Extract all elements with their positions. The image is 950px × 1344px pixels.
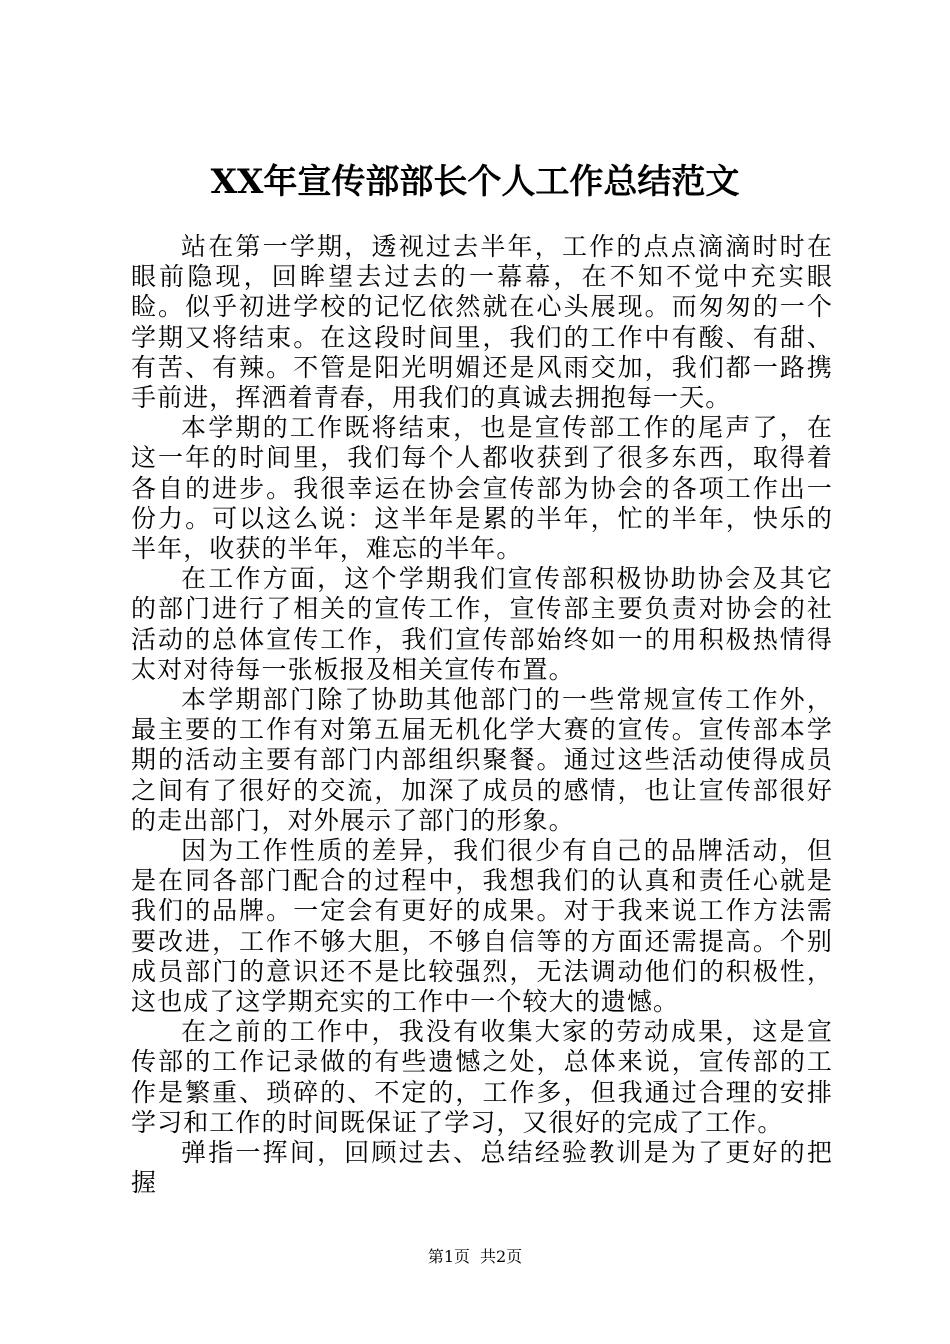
paragraph-6: 在之前的工作中，我没有收集大家的劳动成果，这是宣传部的工作记录做的有些遗憾之处，总体来说，宣传部的工作是繁重、琐碎的、不定的，工作多，但我通过合理的安排学习和工作的时间既保证了学习，又很好的完成了工作。 [131,1017,833,1137]
paragraph-5: 因为工作性质的差异，我们很少有自己的品牌活动，但是在同各部门配合的过程中，我想我们的认真和责任心就是我们的品牌。一定会有更好的成果。对于我来说工作方法需要改进，工作不够大胆，不够自信等的方面还需提高。个别成员部门的意识还不是比较强烈，无法调动他们的积极性，这也成了这学期充实的工作中一个较大的遗憾。 [131,836,833,1017]
paragraph-2: 本学期的工作既将结束，也是宣传部工作的尾声了，在这一年的时间里，我们每个人都收获到了很多东西，取得着各自的进步。我很幸运在协会宣传部为协会的各项工作出一份力。可以这么说：这半年是累的半年，忙的半年，快乐的半年，收获的半年，难忘的半年。 [131,413,833,564]
paragraph-3: 在工作方面，这个学期我们宣传部积极协助协会及其它的部门进行了相关的宣传工作，宣传部主要负责对协会的社活动的总体宣传工作，我们宣传部始终如一的用积极热情得太对对待每一张板报及相关宣传布置。 [131,564,833,684]
page-total: 共2页 [480,1247,523,1266]
document-title: XX年宣传部部长个人工作总结范文 [210,162,740,202]
page-footer [0,1246,950,1268]
paragraph-4: 本学期部门除了协助其他部门的一些常规宣传工作外，最主要的工作有对第五届无机化学大赛的宣传。宣传部本学期的活动主要有部门内部组织聚餐。通过这些活动使得成员之间有了很好的交流，加深了成员的感情，也让宣传部很好的走出部门，对外展示了部门的形象。 [131,685,833,835]
paragraph-1: 站在第一学期，透视过去半年，工作的点点滴滴时时在眼前隐现，回眸望去过去的一幕幕，在不知不觉中充实眼睑。似乎初进学校的记忆依然就在心头展现。而匆匆的一个学期又将结束。在这段时间里，我们的工作中有酸、有甜、有苦、有辣。不管是阳光明媚还是风雨交加，我们都一路携手前进，挥洒着青春，用我们的真诚去拥抱每一天。 [131,232,833,413]
document-body [131,232,833,1199]
paragraph-7: 弹指一挥间，回顾过去、总结经验教训是为了更好的把握 [131,1138,833,1198]
page-number: 第1页 [427,1247,470,1266]
